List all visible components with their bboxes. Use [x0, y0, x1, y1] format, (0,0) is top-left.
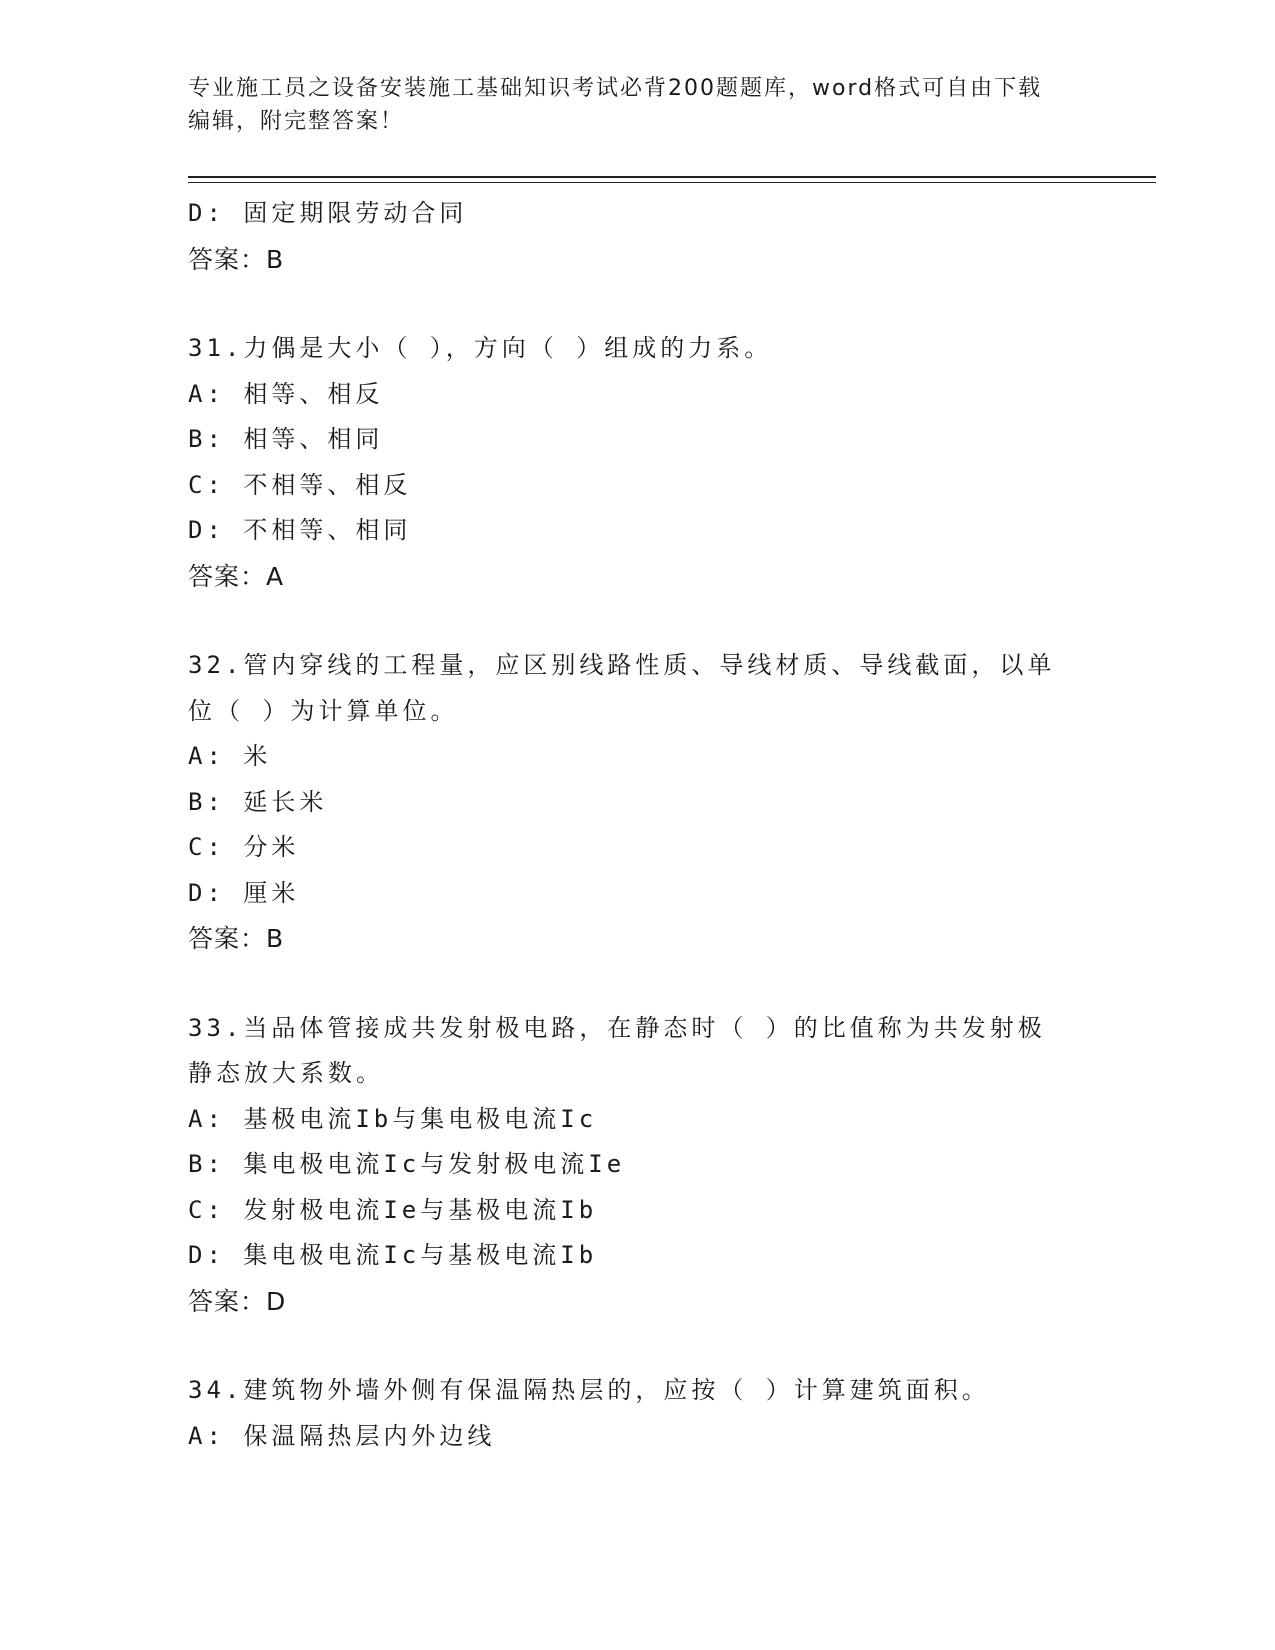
option-d: D: 不相等、相同	[188, 516, 412, 544]
question-list	[188, 191, 1088, 1459]
option-c: C: 不相等、相反	[188, 470, 412, 499]
option-a: A: 保温隔热层内外边线	[188, 1421, 496, 1450]
answer-line: 答案：B	[188, 924, 285, 953]
question-title: 34.建筑物外墙外侧有保温隔热层的，应按（ ）计算建筑面积。	[188, 1376, 990, 1404]
question-title: 32.管内穿线的工程量，应区别线路性质、导线材质、导线截面，以单	[188, 651, 1056, 679]
option-d: D: 固定期限劳动合同	[188, 199, 468, 227]
option-b: B: 相等、相同	[188, 425, 384, 453]
option-d: D: 厘米	[188, 878, 300, 907]
question-title: 31.力偶是大小（ ），方向（ ）组成的力系。	[188, 334, 773, 362]
header-title-line-2: 编辑，附完整答案！	[188, 109, 405, 134]
question-30-tail	[188, 191, 1088, 282]
question-title-continued: 位（ ）为计算单位。	[188, 696, 459, 725]
document-header	[188, 72, 1068, 138]
option-c: C: 发射极电流Ie与基极电流Ib	[188, 1195, 598, 1224]
header-divider-thick	[188, 176, 1156, 178]
header-title-line-1: 专业施工员之设备安装施工基础知识考试必背200题题库，word格式可自由下载	[188, 76, 1043, 101]
option-b: B: 集电极电流Ic与发射极电流Ie	[188, 1150, 626, 1178]
answer-line: 答案：D	[188, 1286, 287, 1316]
option-a: A: 基极电流Ib与集电极电流Ic	[188, 1104, 598, 1133]
answer-line: 答案：A	[188, 561, 285, 591]
option-a: A: 相等、相反	[188, 379, 384, 408]
option-b: B: 延长米	[188, 787, 328, 816]
option-d: D: 集电极电流Ic与基极电流Ib	[188, 1241, 598, 1269]
question-32	[188, 643, 1088, 962]
option-a: A: 米	[188, 742, 272, 770]
question-33	[188, 1006, 1088, 1325]
question-34	[188, 1368, 1088, 1459]
option-c: C: 分米	[188, 833, 300, 861]
question-31	[188, 326, 1088, 599]
header-divider-thin	[188, 182, 1156, 183]
answer-line: 答案：B	[188, 244, 285, 274]
question-title: 33.当品体管接成共发射极电路，在静态时（ ）的比值称为共发射极	[188, 1013, 1046, 1042]
question-title-continued: 静态放大系数。	[188, 1059, 384, 1087]
